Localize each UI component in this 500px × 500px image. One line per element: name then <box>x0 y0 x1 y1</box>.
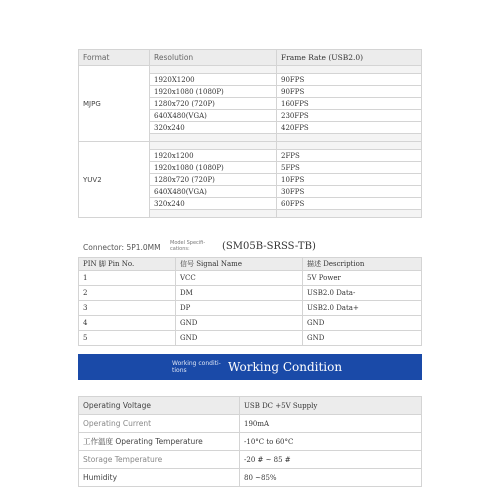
connector-label: Connector: 5P1.0MM <box>83 243 161 252</box>
resolution-cell: 1920x1080 (1080P) <box>150 86 277 98</box>
format-table-header <box>79 50 422 66</box>
model-spec-label: Model Specifi- cations: <box>170 240 206 252</box>
pin-cell: 5 <box>79 331 176 346</box>
signal-header: 信号 Signal Name <box>176 258 303 271</box>
pin-table-header <box>79 258 422 271</box>
connector-model: (SM05B-SRSS-TB) <box>222 241 316 252</box>
condition-value: 80 ~85% <box>240 469 422 487</box>
banner-title: Working Condition <box>228 360 343 374</box>
working-condition-banner <box>78 354 422 380</box>
format-header: Format <box>79 50 150 66</box>
fps-cell: 160FPS <box>277 98 422 110</box>
description-cell: 5V Power <box>303 271 422 286</box>
pin-header: PIN 脚 Pin No. <box>79 258 176 271</box>
condition-value: -20 # ~ 85 # <box>240 451 422 469</box>
table-row <box>79 415 422 433</box>
condition-value: -10°C to 60°C <box>240 433 422 451</box>
resolution-cell: 640X480(VGA) <box>150 186 277 198</box>
description-cell: GND <box>303 316 422 331</box>
signal-cell: VCC <box>176 271 303 286</box>
format-table <box>78 49 422 218</box>
table-row <box>79 316 422 331</box>
description-cell: GND <box>303 331 422 346</box>
pin-table <box>78 257 422 346</box>
description-cell: USB2.0 Data+ <box>303 301 422 316</box>
fps-cell: 420FPS <box>277 122 422 134</box>
condition-value: USB DC +5V Supply <box>240 397 422 415</box>
fps-cell: 230FPS <box>277 110 422 122</box>
resolution-cell: 1920x1080 (1080P) <box>150 162 277 174</box>
description-cell: USB2.0 Data- <box>303 286 422 301</box>
condition-key: Operating Current <box>79 415 240 433</box>
pin-cell: 3 <box>79 301 176 316</box>
condition-key: Storage Temperature <box>79 451 240 469</box>
signal-cell: DM <box>176 286 303 301</box>
frame-rate-header: Frame Rate (USB2.0) <box>277 50 422 66</box>
condition-value: 190mA <box>240 415 422 433</box>
condition-key: Humidity <box>79 469 240 487</box>
signal-cell: GND <box>176 316 303 331</box>
signal-cell: DP <box>176 301 303 316</box>
pin-cell: 1 <box>79 271 176 286</box>
pin-cell: 2 <box>79 286 176 301</box>
format-cell-yuv2: YUV2 <box>79 142 150 218</box>
fps-cell: 90FPS <box>277 86 422 98</box>
condition-key: Operating Voltage <box>79 397 240 415</box>
table-row <box>79 451 422 469</box>
signal-cell: GND <box>176 331 303 346</box>
description-header: 描述 Description <box>303 258 422 271</box>
fps-cell: 60FPS <box>277 198 422 210</box>
resolution-cell: 1280x720 (720P) <box>150 174 277 186</box>
resolution-cell: 640X480(VGA) <box>150 110 277 122</box>
table-row <box>79 469 422 487</box>
table-row <box>79 286 422 301</box>
table-row <box>79 271 422 286</box>
table-row <box>79 301 422 316</box>
format-cell-mjpg: MJPG <box>79 66 150 142</box>
resolution-cell: 320x240 <box>150 122 277 134</box>
fps-cell: 2FPS <box>277 150 422 162</box>
connector-header <box>78 239 422 257</box>
fps-cell: 10FPS <box>277 174 422 186</box>
fps-cell: 90FPS <box>277 74 422 86</box>
table-row <box>79 397 422 415</box>
resolution-cell: 1920x1200 <box>150 150 277 162</box>
pin-cell: 4 <box>79 316 176 331</box>
condition-key: 工作温度 Operating Temperature <box>79 433 240 451</box>
resolution-cell: 320x240 <box>150 198 277 210</box>
fps-cell: 5FPS <box>277 162 422 174</box>
working-condition-table <box>78 396 422 487</box>
table-row <box>79 331 422 346</box>
table-row <box>79 433 422 451</box>
resolution-header: Resolution <box>150 50 277 66</box>
resolution-cell: 1920X1200 <box>150 74 277 86</box>
resolution-cell: 1280x720 (720P) <box>150 98 277 110</box>
banner-small-text: Working conditi- tions <box>172 360 221 374</box>
fps-cell: 30FPS <box>277 186 422 198</box>
